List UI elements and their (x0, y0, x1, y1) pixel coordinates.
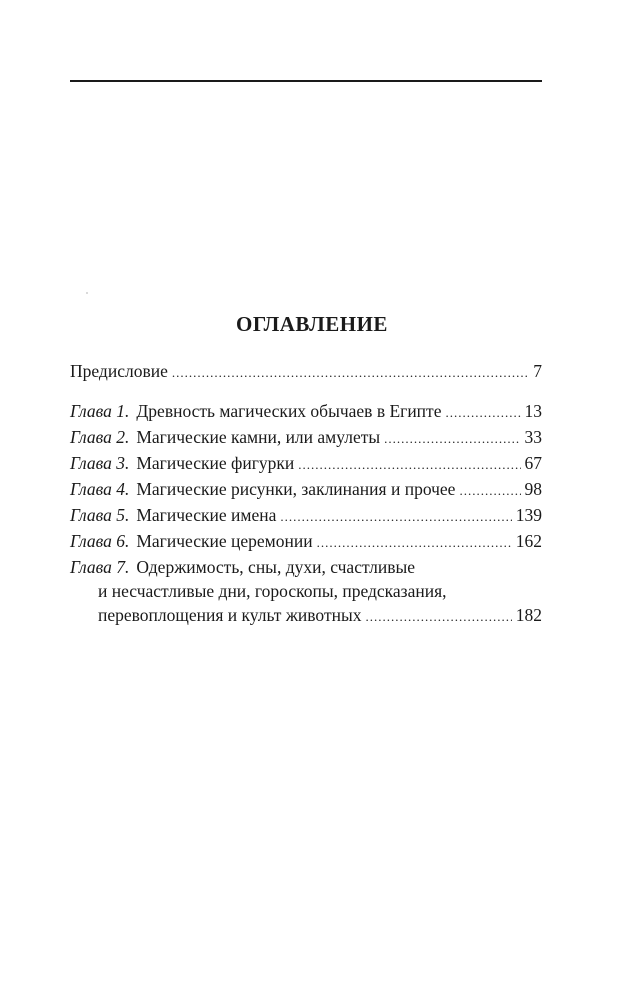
toc-entry-chapter-1 (70, 399, 542, 425)
page-number: 182 (515, 605, 542, 625)
page-number: 13 (524, 401, 542, 421)
entry-title-line: и несчастливые дни, гороскопы, предсказания, (98, 581, 447, 601)
toc-entry-chapter-6 (70, 529, 542, 555)
dot-leader (298, 453, 520, 477)
page-number: 139 (515, 505, 542, 525)
toc-entry-chapter-3 (70, 451, 542, 477)
toc-entry-chapter-4 (70, 477, 542, 503)
chapter-label: Глава 5. (70, 505, 130, 525)
dot-leader (317, 531, 512, 555)
entry-title: Магические рисунки, заклинания и прочее (136, 479, 456, 499)
entry-title: Магические фигурки (136, 453, 295, 473)
page-number: 98 (524, 479, 542, 499)
toc-entry-chapter-7-last-line (70, 603, 542, 629)
page-number: 67 (524, 453, 542, 473)
chapter-label: Глава 4. (70, 479, 130, 499)
chapter-label: Глава 7. (70, 557, 130, 577)
entry-title: Магические имена (136, 505, 277, 525)
dot-leader (280, 505, 511, 529)
page-number: 33 (524, 427, 542, 447)
dot-leader (445, 401, 520, 425)
page-number: 7 (533, 361, 542, 381)
chapter-label: Глава 1. (70, 401, 130, 421)
entry-title-line: перевоплощения и культ животных (98, 605, 362, 625)
dot-leader (459, 479, 520, 503)
toc-entry-chapter-5 (70, 503, 542, 529)
paper-speck (86, 292, 88, 294)
entry-title: Магические камни, или амулеты (136, 427, 381, 447)
chapter-label: Глава 3. (70, 453, 130, 473)
chapter-label: Глава 2. (70, 427, 130, 447)
dot-leader (365, 605, 511, 629)
entry-title: Магические церемонии (136, 531, 313, 551)
chapter-label: Глава 6. (70, 531, 130, 551)
entry-title: Древность магических обычаев в Египте (136, 401, 442, 421)
dot-leader (172, 361, 529, 385)
page-number: 162 (515, 531, 542, 551)
table-of-contents (70, 312, 542, 629)
entry-title: Предисловие (70, 361, 168, 381)
top-rule (70, 80, 542, 82)
toc-entry-preface (70, 359, 542, 385)
toc-entry-chapter-7 (70, 555, 542, 579)
toc-entry-chapter-2 (70, 425, 542, 451)
dot-leader (384, 427, 520, 451)
entry-title-line: Одержимость, сны, духи, счастливые (136, 557, 416, 577)
toc-title: ОГЛАВЛЕНИЕ (236, 312, 388, 336)
